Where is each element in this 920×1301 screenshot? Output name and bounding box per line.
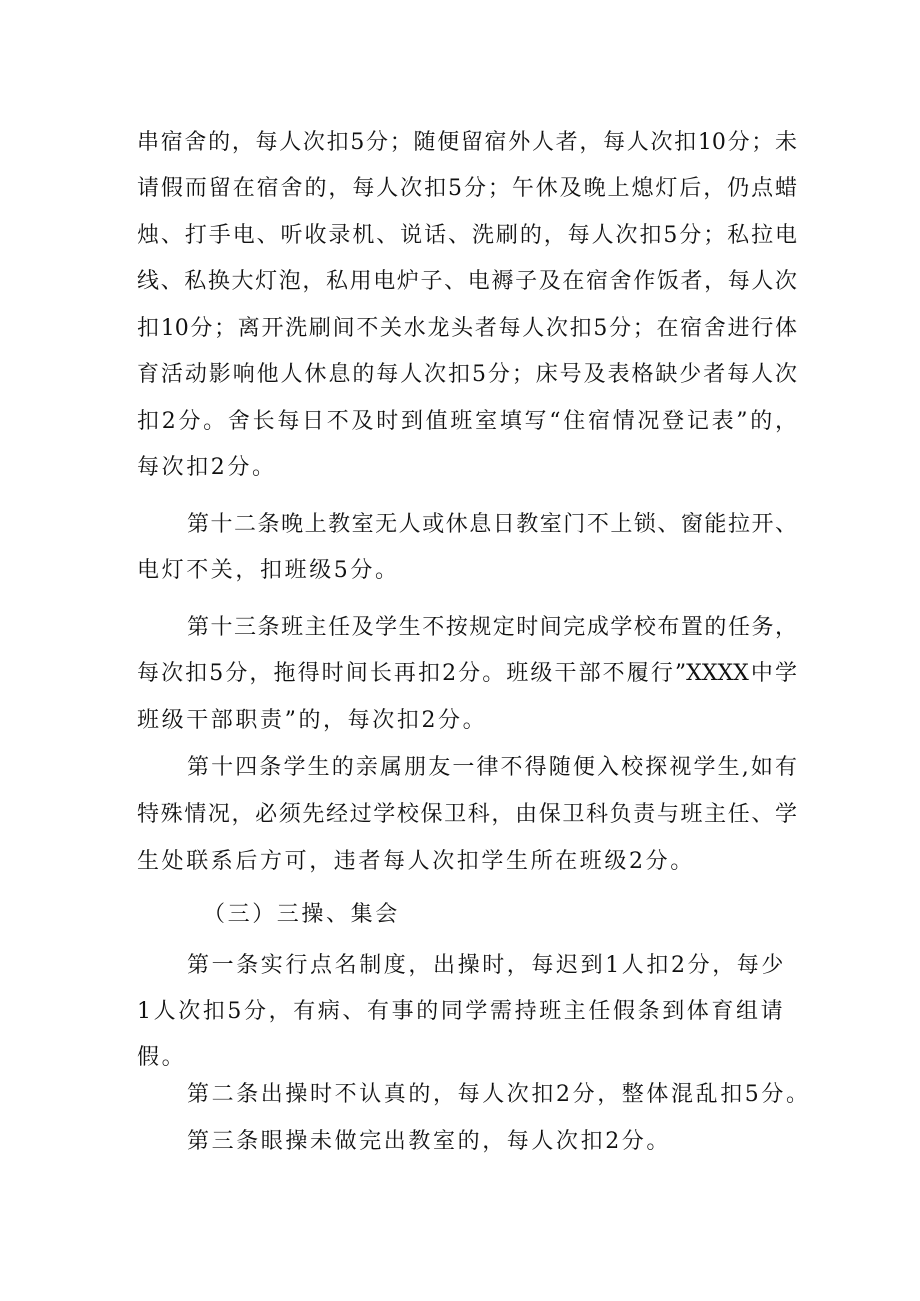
article-14-line-1: 第十四条学生的亲属朋友一律不得随便入校探视学生,如有 — [187, 755, 797, 780]
article-12-line-1: 第十二条晚上教室无人或休息日教室门不上锁、窗能拉开、 — [187, 512, 797, 537]
rule-1-line-1: 第一条实行点名制度，出操时，每迟到1人扣2分，每少 — [187, 953, 786, 978]
text-line-4: 线、私换大灯泡，私用电炉子、电褥子及在宿舍作饭者，每人次 — [137, 269, 797, 294]
text-line-8: 每次扣2分。 — [137, 455, 277, 480]
article-13-line-2: 每次扣5分，拖得时间长再扣2分。班级干部不履行”XXXX中学 — [137, 661, 797, 686]
article-12-line-2: 电灯不关，扣班级5分。 — [137, 558, 400, 583]
rule-3-line: 第三条眼操未做完出教室的，每人次扣2分。 — [187, 1129, 671, 1154]
article-13-line-1: 第十三条班主任及学生不按规定时间完成学校布置的任务， — [187, 615, 797, 640]
rule-2-line: 第二条出操时不认真的，每人次扣2分，整体混乱扣5分。 — [187, 1082, 811, 1107]
rule-1-line-3: 假。 — [137, 1045, 187, 1070]
article-14-line-3: 生处联系后方可，违者每人次扣学生所在班级2分。 — [137, 849, 695, 874]
text-line-6: 育活动影响他人休息的每人次扣5分；床号及表格缺少者每人次 — [137, 362, 797, 387]
text-line-5: 扣10分；离开洗刷间不关水龙头者每人次扣5分；在宿舍进行体 — [137, 316, 797, 341]
article-13-line-3: 班级干部职责”的，每次扣2分。 — [137, 708, 488, 733]
rule-1-line-2: 1人次扣5分，有病、有事的同学需持班主任假条到体育组请 — [137, 999, 786, 1024]
article-14-line-2: 特殊情况，必须先经过学校保卫科，由保卫科负责与班主任、学 — [137, 802, 797, 827]
text-line-7: 扣2分。舍长每日不及时到值班室填写“住宿情况登记表”的， — [137, 409, 797, 434]
text-line-2: 请假而留在宿舍的，每人次扣5分；午休及晚上熄灯后，仍点蜡 — [137, 176, 797, 201]
section-heading: （三）三操、集会 — [203, 902, 400, 927]
text-line-1: 串宿舍的，每人次扣5分；随便留宿外人者，每人次扣10分；未 — [137, 130, 797, 155]
text-line-3: 烛、打手电、听收录机、说话、洗刷的，每人次扣5分；私拉电 — [137, 223, 797, 248]
